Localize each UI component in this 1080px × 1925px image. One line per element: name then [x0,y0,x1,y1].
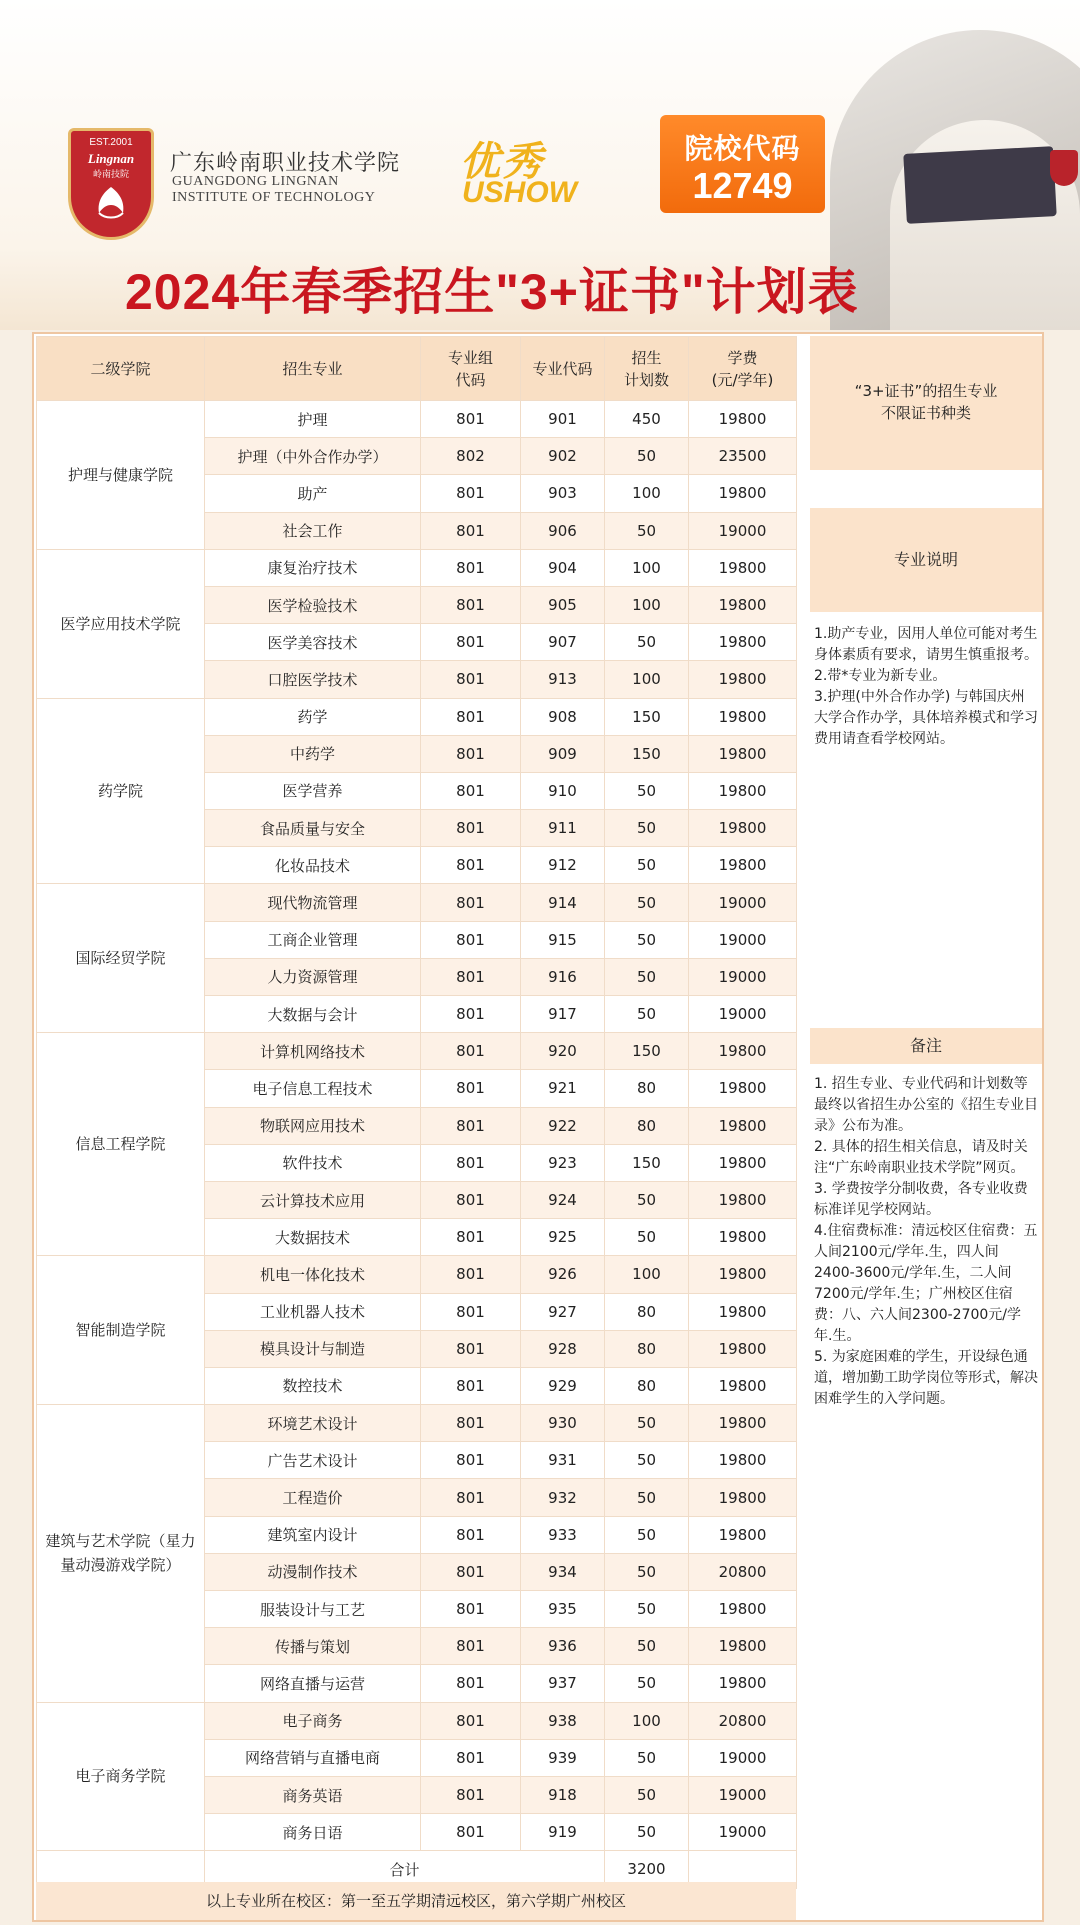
major-notes-content [810,616,1042,750]
major-code-cell: 919 [521,1814,605,1851]
plan-cell: 50 [605,996,689,1033]
group-code-cell: 801 [421,772,521,809]
group-code-cell: 801 [421,698,521,735]
fee-cell: 19800 [689,1405,797,1442]
plan-cell: 80 [605,1330,689,1367]
major-code-cell: 939 [521,1739,605,1776]
ushow-cn-logo: 优秀 [460,139,544,185]
major-cell: 模具设计与制造 [205,1330,421,1367]
school-name-en-line1: GUANGDONG LINGNAN [172,174,339,189]
school-code-label: 院校代码 [684,132,801,165]
major-cell: 护理 [205,401,421,438]
plan-cell: 80 [605,1070,689,1107]
major-code-cell: 915 [521,921,605,958]
note-item: 3. 学费按学分制收费，各专业收费标准详见学校网站。 [814,1181,1028,1218]
remarks-title: 备注 [909,1036,942,1055]
major-cell: 工业机器人技术 [205,1293,421,1330]
group-code-cell: 801 [421,1479,521,1516]
note-item: 1. 招生专业、专业代码和计划数等最终以省招生办公室的《招生专业目录》公布为准。 [814,1076,1038,1134]
college-cell: 医学应用技术学院 [37,549,205,698]
major-cell: 化妆品技术 [205,847,421,884]
major-code-cell: 909 [521,735,605,772]
major-code-cell: 910 [521,772,605,809]
certificate-note [810,336,1042,470]
major-cell: 医学美容技术 [205,624,421,661]
group-code-cell: 801 [421,921,521,958]
certificate-note-text: “3+证书”的招生专业 不限证书种类 [854,382,998,422]
group-code-cell: 801 [421,1665,521,1702]
group-code-cell: 801 [421,512,521,549]
fee-cell: 19000 [689,884,797,921]
major-cell: 工程造价 [205,1479,421,1516]
plan-cell: 50 [605,1442,689,1479]
group-code-cell: 801 [421,958,521,995]
group-code-cell: 801 [421,1107,521,1144]
major-cell: 人力资源管理 [205,958,421,995]
major-code-cell: 917 [521,996,605,1033]
plan-cell: 50 [605,1814,689,1851]
major-cell: 物联网应用技术 [205,1107,421,1144]
table-row [37,549,797,586]
college-cell: 信息工程学院 [37,1033,205,1256]
major-code-cell: 904 [521,549,605,586]
group-code-cell: 801 [421,996,521,1033]
table-row [37,1033,797,1070]
note-item: 5. 为家庭困难的学生，开设绿色通道，增加勤工助学岗位等形式，解决困难学生的入学问题。 [814,1349,1038,1407]
table-row [37,1256,797,1293]
major-cell: 商务英语 [205,1776,421,1813]
fee-cell: 19800 [689,586,797,623]
plan-cell: 50 [605,1479,689,1516]
college-cell: 智能制造学院 [37,1256,205,1405]
group-code-cell: 801 [421,1144,521,1181]
plan-cell: 50 [605,958,689,995]
enrollment-plan-table [36,336,797,1889]
logo-cn-text: 岭南技院 [92,170,129,180]
fee-cell: 19800 [689,1591,797,1628]
plan-cell: 100 [605,1702,689,1739]
fee-cell: 20800 [689,1702,797,1739]
note-item: 2. 具体的招生相关信息，请及时关注“广东岭南职业技术学院”网页。 [814,1139,1028,1176]
plan-cell: 50 [605,1739,689,1776]
major-code-cell: 912 [521,847,605,884]
major-code-cell: 924 [521,1181,605,1218]
major-code-cell: 927 [521,1293,605,1330]
plan-cell: 50 [605,1553,689,1590]
major-cell: 服装设计与工艺 [205,1591,421,1628]
remarks-list [810,1066,1042,1410]
major-cell: 康复治疗技术 [205,549,421,586]
fee-cell: 19800 [689,1330,797,1367]
header-major-code: 专业代码 [521,337,605,401]
fee-cell: 19800 [689,1070,797,1107]
group-code-cell: 801 [421,661,521,698]
group-code-cell: 802 [421,438,521,475]
fee-cell: 19800 [689,810,797,847]
major-cell: 数控技术 [205,1367,421,1404]
major-cell: 药学 [205,698,421,735]
plan-cell: 50 [605,1516,689,1553]
fee-cell: 19000 [689,958,797,995]
plan-cell: 50 [605,884,689,921]
table-row [37,1702,797,1739]
table-row [37,1405,797,1442]
fee-cell: 19000 [689,1739,797,1776]
school-code-value: 12749 [692,165,793,206]
table-row [37,698,797,735]
fee-cell: 19800 [689,1144,797,1181]
major-notes-title: 专业说明 [893,550,958,569]
group-code-cell: 801 [421,735,521,772]
major-code-cell: 916 [521,958,605,995]
fee-cell: 19800 [689,401,797,438]
college-cell: 国际经贸学院 [37,884,205,1033]
header-major: 招生专业 [205,337,421,401]
fee-cell: 19800 [689,1442,797,1479]
group-code-cell: 801 [421,624,521,661]
ushow-en-logo: USHOW [462,176,577,209]
major-cell: 社会工作 [205,512,421,549]
group-code-cell: 801 [421,847,521,884]
major-code-cell: 931 [521,1442,605,1479]
major-cell: 软件技术 [205,1144,421,1181]
fee-cell: 19800 [689,772,797,809]
plan-panel [32,332,1044,1922]
major-code-cell: 932 [521,1479,605,1516]
major-cell: 环境艺术设计 [205,1405,421,1442]
major-cell: 网络直播与运营 [205,1665,421,1702]
major-code-cell: 930 [521,1405,605,1442]
major-code-cell: 935 [521,1591,605,1628]
table-row [37,401,797,438]
fee-cell: 19800 [689,1293,797,1330]
plan-cell: 80 [605,1107,689,1144]
logo-lingnan-text: Lingnan [87,151,135,166]
group-code-cell: 801 [421,1516,521,1553]
plan-cell: 80 [605,1293,689,1330]
note-item: 1.助产专业，因用人单位可能对考生身体素质有要求，请男生慎重报考。 [814,626,1038,663]
plan-cell: 150 [605,735,689,772]
major-cell: 护理（中外合作办学） [205,438,421,475]
major-code-cell: 913 [521,661,605,698]
major-code-cell: 934 [521,1553,605,1590]
major-cell: 大数据技术 [205,1219,421,1256]
plan-cell: 50 [605,1181,689,1218]
fee-cell: 19800 [689,1033,797,1070]
plan-cell: 100 [605,1256,689,1293]
major-cell: 电子商务 [205,1702,421,1739]
fee-cell: 20800 [689,1553,797,1590]
major-cell: 广告艺术设计 [205,1442,421,1479]
group-code-cell: 801 [421,810,521,847]
fee-cell: 19000 [689,1776,797,1813]
table-header-row [37,337,797,401]
group-code-cell: 801 [421,1442,521,1479]
major-code-cell: 926 [521,1256,605,1293]
campus-gate-sign [903,146,1056,224]
fee-cell: 19800 [689,624,797,661]
group-code-cell: 801 [421,1330,521,1367]
plan-cell: 80 [605,1367,689,1404]
group-code-cell: 801 [421,1553,521,1590]
plan-cell: 50 [605,1219,689,1256]
phoenix-icon [89,183,133,223]
major-cell: 商务日语 [205,1814,421,1851]
plan-cell: 50 [605,1405,689,1442]
remarks-header [810,1028,1042,1064]
major-code-cell: 908 [521,698,605,735]
group-code-cell: 801 [421,1405,521,1442]
school-name-cn: 广东岭南职业技术学院 [170,151,401,176]
major-code-cell: 936 [521,1628,605,1665]
group-code-cell: 801 [421,884,521,921]
fee-cell: 19800 [689,847,797,884]
major-cell: 现代物流管理 [205,884,421,921]
plan-cell: 50 [605,438,689,475]
group-code-cell: 801 [421,1591,521,1628]
fee-cell: 19800 [689,698,797,735]
fee-cell: 19800 [689,1256,797,1293]
group-code-cell: 801 [421,1256,521,1293]
fee-cell: 19800 [689,549,797,586]
college-cell: 药学院 [37,698,205,884]
major-code-cell: 933 [521,1516,605,1553]
major-cell: 网络营销与直播电商 [205,1739,421,1776]
plan-cell: 50 [605,810,689,847]
major-code-cell: 907 [521,624,605,661]
plan-cell: 450 [605,401,689,438]
fee-cell: 23500 [689,438,797,475]
fee-cell: 19800 [689,1665,797,1702]
page-title: 2024年春季招生"3+证书"计划表 [125,264,859,320]
major-code-cell: 922 [521,1107,605,1144]
plan-cell: 50 [605,772,689,809]
major-code-cell: 906 [521,512,605,549]
group-code-cell: 801 [421,1181,521,1218]
major-cell: 中药学 [205,735,421,772]
major-code-cell: 902 [521,438,605,475]
group-code-cell: 801 [421,586,521,623]
campus-footer-note: 以上专业所在校区：第一至五学期清远校区，第六学期广州校区 [36,1882,796,1920]
gate-emblem-icon [1050,150,1078,186]
fee-cell: 19800 [689,1107,797,1144]
plan-cell: 150 [605,1033,689,1070]
major-code-cell: 938 [521,1702,605,1739]
major-cell: 助产 [205,475,421,512]
group-code-cell: 801 [421,1814,521,1851]
major-cell: 工商企业管理 [205,921,421,958]
major-notes-list [810,616,1042,750]
fee-cell: 19000 [689,996,797,1033]
group-code-cell: 801 [421,1776,521,1813]
plan-cell: 50 [605,1591,689,1628]
college-cell: 护理与健康学院 [37,401,205,550]
major-cell: 医学检验技术 [205,586,421,623]
plan-cell: 50 [605,921,689,958]
plan-cell: 100 [605,475,689,512]
group-code-cell: 801 [421,1070,521,1107]
group-code-cell: 801 [421,549,521,586]
major-cell: 大数据与会计 [205,996,421,1033]
note-item: 2.带*专业为新专业。 [814,668,947,684]
header-plan: 招生 计划数 [605,337,689,401]
plan-cell: 150 [605,1144,689,1181]
remarks-content [810,1066,1042,1410]
group-code-cell: 801 [421,401,521,438]
major-code-cell: 921 [521,1070,605,1107]
school-logo [68,128,154,240]
major-code-cell: 903 [521,475,605,512]
major-code-cell: 911 [521,810,605,847]
major-cell: 计算机网络技术 [205,1033,421,1070]
poster-header [0,0,1080,330]
major-cell: 机电一体化技术 [205,1256,421,1293]
major-code-cell: 928 [521,1330,605,1367]
school-name-en-line2: INSTITUTE OF TECHNOLOGY [172,190,376,205]
major-code-cell: 923 [521,1144,605,1181]
fee-cell: 19800 [689,475,797,512]
note-item: 3.护理(中外合作办学) 与韩国庆州大学合作办学，具体培养模式和学习费用请查看学校网站。 [814,689,1038,747]
plan-cell: 150 [605,698,689,735]
major-code-cell: 920 [521,1033,605,1070]
major-code-cell: 905 [521,586,605,623]
fee-cell: 19800 [689,1219,797,1256]
fee-cell: 19000 [689,512,797,549]
group-code-cell: 801 [421,1033,521,1070]
plan-cell: 100 [605,586,689,623]
plan-cell: 50 [605,1776,689,1813]
plan-cell: 50 [605,624,689,661]
table-row [37,884,797,921]
header-group-code: 专业组 代码 [421,337,521,401]
major-code-cell: 918 [521,1776,605,1813]
logo-est-text: EST.2001 [89,137,133,148]
fee-cell: 19800 [689,735,797,772]
plan-cell: 50 [605,1665,689,1702]
major-cell: 传播与策划 [205,1628,421,1665]
total-value: 3200 [605,1851,689,1888]
plan-cell: 50 [605,1628,689,1665]
plan-cell: 100 [605,661,689,698]
group-code-cell: 801 [421,1219,521,1256]
group-code-cell: 801 [421,475,521,512]
fee-cell: 19000 [689,1814,797,1851]
major-cell: 动漫制作技术 [205,1553,421,1590]
fee-cell: 19800 [689,1479,797,1516]
major-cell: 建筑室内设计 [205,1516,421,1553]
total-label: 合计 [205,1851,605,1888]
fee-cell: 19800 [689,661,797,698]
plan-cell: 50 [605,847,689,884]
plan-cell: 50 [605,512,689,549]
note-item: 4.住宿费标准：清远校区住宿费：五人间2100元/学年.生，四人间2400-3600元/学年.生，二人间7200元/学年.生；广州校区住宿费：八、六人间2300-2700元/学年.生。 [814,1223,1038,1344]
major-notes-header [810,508,1042,612]
fee-cell: 19800 [689,1516,797,1553]
group-code-cell: 801 [421,1702,521,1739]
fee-cell: 19000 [689,921,797,958]
major-cell: 口腔医学技术 [205,661,421,698]
table-body [37,401,797,1889]
major-code-cell: 929 [521,1367,605,1404]
college-cell: 建筑与艺术学院（星力量动漫游戏学院） [37,1405,205,1703]
major-code-cell: 925 [521,1219,605,1256]
major-code-cell: 914 [521,884,605,921]
major-code-cell: 937 [521,1665,605,1702]
fee-cell: 19800 [689,1628,797,1665]
college-cell: 电子商务学院 [37,1702,205,1851]
fee-cell: 19800 [689,1367,797,1404]
header-fee: 学费 (元/学年) [689,337,797,401]
group-code-cell: 801 [421,1628,521,1665]
group-code-cell: 801 [421,1739,521,1776]
plan-cell: 100 [605,549,689,586]
school-code-badge [660,115,825,213]
major-cell: 云计算技术应用 [205,1181,421,1218]
fee-cell: 19800 [689,1181,797,1218]
header-college: 二级学院 [37,337,205,401]
major-cell: 食品质量与安全 [205,810,421,847]
major-code-cell: 901 [521,401,605,438]
group-code-cell: 801 [421,1367,521,1404]
group-code-cell: 801 [421,1293,521,1330]
major-cell: 电子信息工程技术 [205,1070,421,1107]
major-cell: 医学营养 [205,772,421,809]
